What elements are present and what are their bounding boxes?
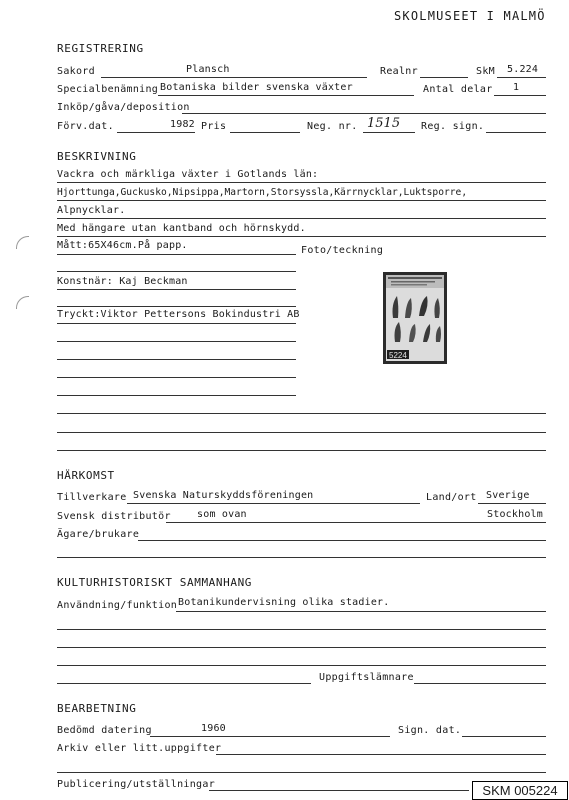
beskrivning-line: Alpnycklar. bbox=[57, 205, 126, 216]
antal-delar-value: 1 bbox=[513, 82, 520, 93]
poster-thumbnail-photo bbox=[383, 272, 447, 364]
agare-label: Ägare/brukare bbox=[57, 529, 140, 540]
harkomst-heading: HÄRKOMST bbox=[57, 469, 115, 482]
datering-label: Bedömd datering bbox=[57, 725, 152, 736]
signdat-label: Sign. dat. bbox=[398, 725, 462, 736]
foto-label: Foto/teckning bbox=[301, 245, 384, 256]
pris-label: Pris bbox=[201, 121, 227, 132]
specialbenamning-label: Specialbenämning bbox=[57, 84, 159, 95]
sakord-value: Plansch bbox=[186, 64, 230, 75]
institution-header: SKOLMUSEET I MALMÖ bbox=[394, 9, 546, 23]
antal-delar-label: Antal delar bbox=[423, 84, 493, 95]
skm-value: 5.224 bbox=[507, 64, 539, 75]
punch-hole-mark bbox=[16, 296, 29, 309]
registrering-heading: REGISTRERING bbox=[57, 42, 144, 55]
distributor-label: Svensk distributör bbox=[57, 511, 171, 522]
datering-value: 1960 bbox=[201, 723, 226, 734]
beskrivning-line: Mått:65X46cm.På papp. bbox=[57, 240, 188, 251]
realnr-label: Realnr bbox=[380, 66, 418, 77]
skm-label: SkM bbox=[476, 66, 495, 77]
punch-hole-mark bbox=[16, 236, 29, 249]
forvdat-label: Förv.dat. bbox=[57, 121, 114, 132]
land-label: Land/ort bbox=[426, 492, 477, 503]
inkop-label: Inköp/gåva/deposition bbox=[57, 102, 190, 113]
negnr-value: 1515 bbox=[367, 116, 401, 131]
anvandning-value: Botanikundervisning olika stadier. bbox=[178, 597, 390, 608]
beskrivning-heading: BESKRIVNING bbox=[57, 150, 137, 163]
inventory-stamp: SKM 005224 bbox=[472, 781, 568, 800]
land-value: Sverige bbox=[486, 490, 530, 501]
regsign-label: Reg. sign. bbox=[421, 121, 485, 132]
distributor-ort: Stockholm bbox=[487, 509, 543, 520]
beskrivning-line: Med hängare utan kantband och hörnskydd. bbox=[57, 223, 306, 234]
bearbetning-heading: BEARBETNING bbox=[57, 702, 137, 715]
negnr-label: Neg. nr. bbox=[307, 121, 358, 132]
beskrivning-line: Hjorttunga,Guckusko,Nipsippa,Martorn,Storsyssla,Kärrnycklar,Luktsporre, bbox=[57, 187, 468, 198]
arkiv-label: Arkiv eller litt.uppgifter bbox=[57, 743, 222, 754]
specialbenamning-value: Botaniska bilder svenska växter bbox=[160, 82, 353, 93]
tillverkare-value: Svenska Naturskyddsföreningen bbox=[133, 490, 314, 501]
publicering-label: Publicering/utställningar bbox=[57, 779, 216, 790]
distributor-value: som ovan bbox=[197, 509, 247, 520]
beskrivning-line: Vackra och märkliga växter i Gotlands län: bbox=[57, 169, 319, 180]
kultur-heading: KULTURHISTORISKT SAMMANHANG bbox=[57, 576, 253, 589]
uppgift-label: Uppgiftslämnare bbox=[319, 672, 414, 683]
forvdat-value: 1982 bbox=[170, 119, 195, 130]
tryckt-line: Tryckt:Viktor Pettersons Bokindustri AB bbox=[57, 309, 300, 320]
anvandning-label: Användning/funktion bbox=[57, 600, 178, 611]
konstnar-line: Konstnär: Kaj Beckman bbox=[57, 276, 188, 287]
svg-text:5224: 5224 bbox=[389, 351, 407, 360]
tillverkare-label: Tillverkare bbox=[57, 492, 127, 503]
sakord-label: Sakord bbox=[57, 66, 95, 77]
